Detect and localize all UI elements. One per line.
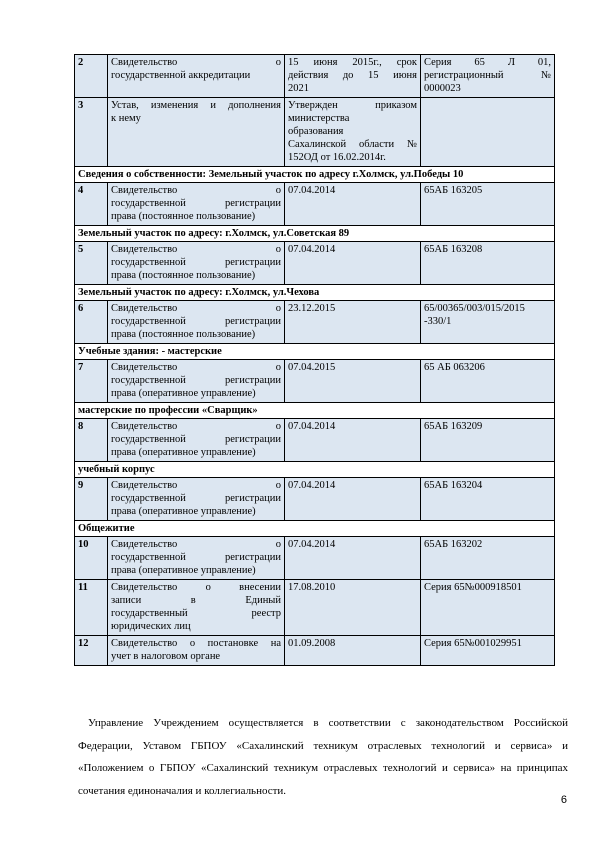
document-date <box>285 537 421 580</box>
cell-line: 07.04.2014 <box>288 421 336 432</box>
cell-line: к нему <box>111 113 141 124</box>
table-row <box>75 183 555 226</box>
cell-line: права (оперативное управление) <box>111 506 256 517</box>
cell-line: 65 АБ 063206 <box>424 362 485 373</box>
cell-line: министерства <box>288 113 350 124</box>
section-header-row <box>75 167 555 183</box>
row-number: 5 <box>75 242 108 285</box>
document-name <box>108 537 285 580</box>
section-header-row <box>75 462 555 478</box>
documents-table <box>74 54 555 666</box>
cell-line: Свидетельство о внесении <box>111 582 281 593</box>
table-row <box>75 580 555 636</box>
cell-line: Серия 65№001029951 <box>424 638 522 649</box>
document-number <box>421 98 555 167</box>
section-header-row <box>75 344 555 360</box>
table-row <box>75 478 555 521</box>
document-date <box>285 636 421 666</box>
section-header-row <box>75 285 555 301</box>
document-date <box>285 360 421 403</box>
section-header: Земельный участок по адресу: г.Холмск, ул.Чехова <box>75 285 555 301</box>
cell-line: учет в налоговом органе <box>111 651 221 662</box>
cell-line: 2021 <box>288 83 309 94</box>
document-number <box>421 183 555 226</box>
cell-line: Свидетельство о <box>111 185 281 196</box>
document-number <box>421 636 555 666</box>
cell-line: Свидетельство о <box>111 362 281 373</box>
cell-line: права (постоянное пользование) <box>111 270 256 281</box>
document-date <box>285 478 421 521</box>
cell-line: 65АБ 163208 <box>424 244 483 255</box>
cell-line: регистрационный № <box>424 70 551 81</box>
document-number <box>421 478 555 521</box>
row-number: 11 <box>75 580 108 636</box>
cell-line: юридических лиц <box>111 621 191 632</box>
section-header: учебный корпус <box>75 462 555 478</box>
cell-line: 65АБ 163209 <box>424 421 483 432</box>
document-number <box>421 55 555 98</box>
cell-line: 0000023 <box>424 83 461 94</box>
table-row <box>75 419 555 462</box>
cell-line: Свидетельство о <box>111 539 281 550</box>
cell-line: государственный реестр <box>111 608 281 619</box>
row-number: 7 <box>75 360 108 403</box>
cell-line: 152ОД от 16.02.2014г. <box>288 152 386 163</box>
cell-line: Свидетельство о <box>111 57 281 68</box>
cell-line: 07.04.2014 <box>288 480 336 491</box>
cell-line: государственной аккредитации <box>111 70 251 81</box>
document-number <box>421 301 555 344</box>
table-row <box>75 242 555 285</box>
cell-line: 01.09.2008 <box>288 638 336 649</box>
document-date <box>285 98 421 167</box>
table-row <box>75 301 555 344</box>
section-header-row <box>75 403 555 419</box>
document-name <box>108 360 285 403</box>
cell-line: государственной регистрации <box>111 375 281 386</box>
table-row <box>75 98 555 167</box>
cell-line: действия до 15 июня <box>288 70 417 81</box>
document-number <box>421 580 555 636</box>
document-name <box>108 98 285 167</box>
cell-line: 65АБ 163204 <box>424 480 483 491</box>
cell-line: образования <box>288 126 344 137</box>
cell-line: 15 июня 2015г., срок <box>288 57 417 68</box>
cell-line: государственной регистрации <box>111 316 281 327</box>
cell-line: государственной регистрации <box>111 257 281 268</box>
cell-line: 65/00365/003/015/2015 <box>424 303 525 314</box>
document-name <box>108 242 285 285</box>
section-header: Общежитие <box>75 521 555 537</box>
document-number <box>421 360 555 403</box>
document-name <box>108 636 285 666</box>
cell-line: 07.04.2015 <box>288 362 336 373</box>
cell-line: Сахалинской области № <box>288 139 417 150</box>
documents-table-body <box>75 55 555 666</box>
document-date <box>285 55 421 98</box>
cell-line: Свидетельство о <box>111 480 281 491</box>
cell-line: государственной регистрации <box>111 198 281 209</box>
row-number: 6 <box>75 301 108 344</box>
document-number <box>421 419 555 462</box>
cell-line: 07.04.2014 <box>288 244 336 255</box>
cell-line: права (оперативное управление) <box>111 565 256 576</box>
page-number: 6 <box>560 794 567 806</box>
document-name <box>108 183 285 226</box>
document-name <box>108 55 285 98</box>
row-number: 9 <box>75 478 108 521</box>
table-row <box>75 537 555 580</box>
document-name <box>108 478 285 521</box>
cell-line: права (оперативное управление) <box>111 447 256 458</box>
management-paragraph: Управление Учреждением осуществляется в соответствии с законодательством Российской Федерации, Уставом ГБПОУ «Сахалинский техникум отраслевых технологий и сервиса» и «Положением о ГБПОУ «Сахалинский техникум отраслевых технологий и сервиса» на принципах сочетания единоначалия и коллегиальности. <box>78 717 568 797</box>
table-row <box>75 360 555 403</box>
section-header: Земельный участок по адресу: г.Холмск, ул.Советская 89 <box>75 226 555 242</box>
cell-line: -330/1 <box>424 316 452 327</box>
section-header: Сведения о собственности: Земельный участок по адресу г.Холмск, ул.Победы 10 <box>75 167 555 183</box>
cell-line: 07.04.2014 <box>288 539 336 550</box>
section-header-row <box>75 226 555 242</box>
document-date <box>285 301 421 344</box>
cell-line: Серия 65№000918501 <box>424 582 522 593</box>
cell-line: Устав, изменения и дополнения <box>111 100 281 111</box>
cell-line: государственной регистрации <box>111 552 281 563</box>
document-date <box>285 183 421 226</box>
table-row <box>75 55 555 98</box>
cell-line: 07.04.2014 <box>288 185 336 196</box>
cell-line: Свидетельство о <box>111 244 281 255</box>
document-date <box>285 580 421 636</box>
document-name <box>108 301 285 344</box>
row-number: 8 <box>75 419 108 462</box>
cell-line: Серия 65 Л 01, <box>424 57 551 68</box>
cell-line: права (оперативное управление) <box>111 388 256 399</box>
cell-line: 17.08.2010 <box>288 582 336 593</box>
cell-line: Свидетельство о постановке на <box>111 638 281 649</box>
row-number: 3 <box>75 98 108 167</box>
cell-line: 65АБ 163205 <box>424 185 483 196</box>
cell-line: права (постоянное пользование) <box>111 211 256 222</box>
cell-line: права (постоянное пользование) <box>111 329 256 340</box>
document-name <box>108 580 285 636</box>
cell-line: записи в Единый <box>111 595 281 606</box>
section-header: Учебные здания: - мастерские <box>75 344 555 360</box>
row-number: 12 <box>75 636 108 666</box>
row-number: 10 <box>75 537 108 580</box>
section-header-row <box>75 521 555 537</box>
cell-line: государственной регистрации <box>111 493 281 504</box>
document-number <box>421 242 555 285</box>
row-number: 4 <box>75 183 108 226</box>
section-header: мастерские по профессии «Сварщик» <box>75 403 555 419</box>
document-number <box>421 537 555 580</box>
document-date <box>285 242 421 285</box>
cell-line: Свидетельство о <box>111 303 281 314</box>
cell-line: Утвержден приказом <box>288 100 417 111</box>
row-number: 2 <box>75 55 108 98</box>
table-row <box>75 636 555 666</box>
cell-line: государственной регистрации <box>111 434 281 445</box>
cell-line: 23.12.2015 <box>288 303 336 314</box>
cell-line: Свидетельство о <box>111 421 281 432</box>
cell-line: 65АБ 163202 <box>424 539 483 550</box>
document-name <box>108 419 285 462</box>
document-date <box>285 419 421 462</box>
